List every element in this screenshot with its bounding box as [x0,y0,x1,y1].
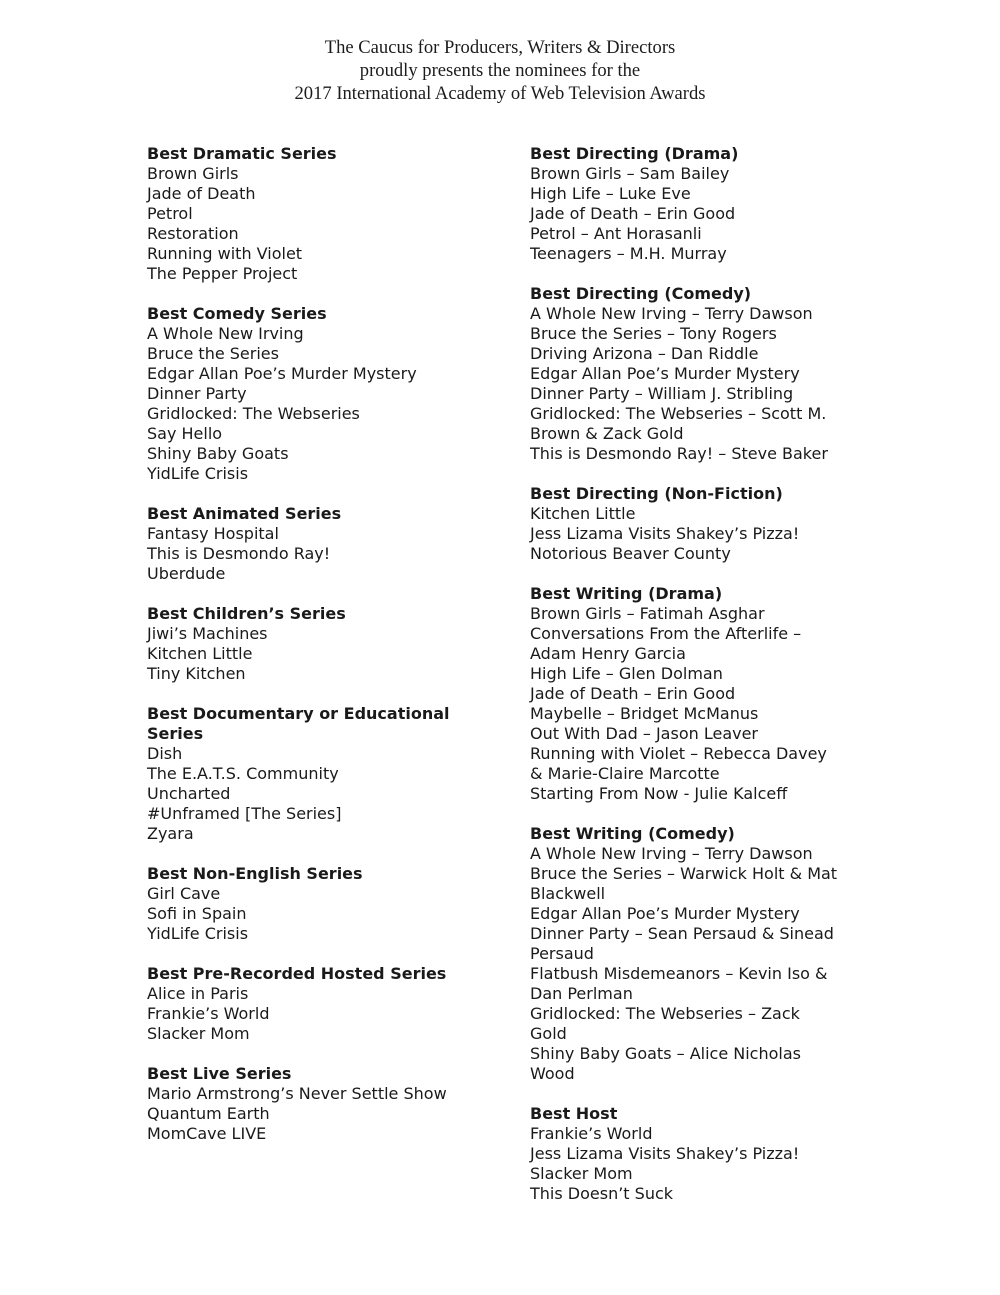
award-section [147,704,467,844]
nominee-item: A Whole New Irving – Terry Dawson [530,304,813,323]
award-section [147,144,467,284]
nominee-item: High Life – Luke Eve [530,184,691,203]
nominee-item: Dinner Party – William J. Stribling [530,384,794,403]
nominee-item: MomCave LIVE [147,1124,267,1143]
nominee-item: Alice in Paris [147,984,249,1003]
nominee-item: Running with Violet [147,244,303,263]
award-section [147,864,467,944]
award-section [147,604,467,684]
nominee-item: YidLife Crisis [147,924,249,943]
nominee-item: Brown Girls – Fatimah Asghar [530,604,765,623]
nominee-item: Bruce the Series – Warwick Holt & Mat Blackwell [530,864,838,903]
nominee-item: Dinner Party [147,384,247,403]
nominee-item: Running with Violet – Rebecca Davey & Marie-Claire Marcotte [530,744,827,783]
nominee-item: Uberdude [147,564,226,583]
nominee-item: Zyara [147,824,194,843]
nominee-item: Shiny Baby Goats – Alice Nicholas Wood [530,1044,801,1083]
nominee-item: Jade of Death [147,184,256,203]
nominee-item: #Unframed [The Series] [147,804,342,823]
nominee-item: Out With Dad – Jason Leaver [530,724,759,743]
nominee-item: Notorious Beaver County [530,544,731,563]
column-left [147,144,467,1164]
award-section [530,1104,840,1204]
nominee-item: Starting From Now - Julie Kalceff [530,784,788,803]
nominee-item: Frankie’s World [147,1004,270,1023]
nominee-item: Say Hello [147,424,223,443]
nominee-item: This is Desmondo Ray! – Steve Baker [530,444,828,463]
nominee-item: Slacker Mom [147,1024,250,1043]
award-section [530,824,840,1084]
nominee-item: Slacker Mom [530,1164,633,1183]
nominee-item: Brown Girls – Sam Bailey [530,164,730,183]
document-header [0,36,1000,105]
nominee-item: Maybelle – Bridget McManus [530,704,759,723]
nominee-item: Girl Cave [147,884,221,903]
nominee-item: Kitchen Little [147,644,253,663]
category-title: Best Directing (Comedy) [530,284,752,303]
award-section [147,504,467,584]
nominee-item: The E.A.T.S. Community [147,764,339,783]
nominee-item: YidLife Crisis [147,464,249,483]
nominee-item: Dinner Party – Sean Persaud & Sinead Persaud [530,924,834,963]
nominee-item: This Doesn’t Suck [530,1184,674,1203]
nominee-item: Jess Lizama Visits Shakey’s Pizza! [530,1144,800,1163]
award-section [530,584,840,804]
header-line-2: proudly presents the nominees for the [359,60,641,81]
nominee-item: Jess Lizama Visits Shakey’s Pizza! [530,524,800,543]
nominee-item: Gridlocked: The Webseries [147,404,360,423]
nominee-item: Gridlocked: The Webseries – Scott M. Brown & Zack Gold [530,404,827,443]
nominee-item: Sofi in Spain [147,904,247,923]
nominee-item: Restoration [147,224,239,243]
nominee-item: Edgar Allan Poe’s Murder Mystery [530,904,800,923]
nominee-item: Shiny Baby Goats [147,444,289,463]
category-title: Best Documentary or Educational Series [147,704,450,743]
category-title: Best Comedy Series [147,304,327,323]
nominee-item: Edgar Allan Poe’s Murder Mystery [147,364,417,383]
category-title: Best Non-English Series [147,864,363,883]
nominee-item: Kitchen Little [530,504,636,523]
nominee-item: A Whole New Irving – Terry Dawson [530,844,813,863]
column-right [530,144,840,1224]
nominee-item: Jade of Death – Erin Good [530,204,736,223]
nominee-item: Conversations From the Afterlife – Adam Henry Garcia [530,624,802,663]
award-section [530,144,840,264]
category-title: Best Host [530,1104,618,1123]
nominee-item: Teenagers – M.H. Murray [530,244,727,263]
nominee-item: Uncharted [147,784,231,803]
nominee-item: Petrol – Ant Horasanli [530,224,702,243]
nominee-item: Brown Girls [147,164,239,183]
nominee-item: Petrol [147,204,193,223]
award-section [530,484,840,564]
nominee-item: This is Desmondo Ray! [147,544,331,563]
category-title: Best Directing (Drama) [530,144,739,163]
award-section [530,284,840,464]
category-title: Best Dramatic Series [147,144,337,163]
nominee-item: A Whole New Irving [147,324,304,343]
nominee-item: Bruce the Series – Tony Rogers [530,324,777,343]
nominee-item: Flatbush Misdemeanors – Kevin Iso & Dan Perlman [530,964,828,1003]
nominee-item: Mario Armstrong’s Never Settle Show [147,1084,447,1103]
nominee-item: Driving Arizona – Dan Riddle [530,344,759,363]
category-title: Best Children’s Series [147,604,346,623]
nominee-item: Jiwi’s Machines [147,624,268,643]
nominee-item: Tiny Kitchen [147,664,246,683]
nominee-item: Quantum Earth [147,1104,270,1123]
nominee-item: Bruce the Series [147,344,279,363]
category-title: Best Writing (Comedy) [530,824,735,843]
category-title: Best Writing (Drama) [530,584,723,603]
award-section [147,304,467,484]
award-section [147,1064,467,1144]
header-line-3: 2017 International Academy of Web Television Awards [294,83,706,104]
nominee-item: Gridlocked: The Webseries – Zack Gold [530,1004,800,1043]
category-title: Best Live Series [147,1064,292,1083]
nominee-item: Frankie’s World [530,1124,653,1143]
nominee-item: High Life – Glen Dolman [530,664,723,683]
award-section [147,964,467,1044]
category-title: Best Pre-Recorded Hosted Series [147,964,447,983]
header-line-1: The Caucus for Producers, Writers & Directors [324,37,676,58]
nominee-item: Fantasy Hospital [147,524,279,543]
nominee-item: Edgar Allan Poe’s Murder Mystery [530,364,800,383]
nominee-item: The Pepper Project [147,264,298,283]
category-title: Best Directing (Non-Fiction) [530,484,783,503]
category-title: Best Animated Series [147,504,342,523]
nominee-item: Dish [147,744,183,763]
nominee-item: Jade of Death – Erin Good [530,684,736,703]
